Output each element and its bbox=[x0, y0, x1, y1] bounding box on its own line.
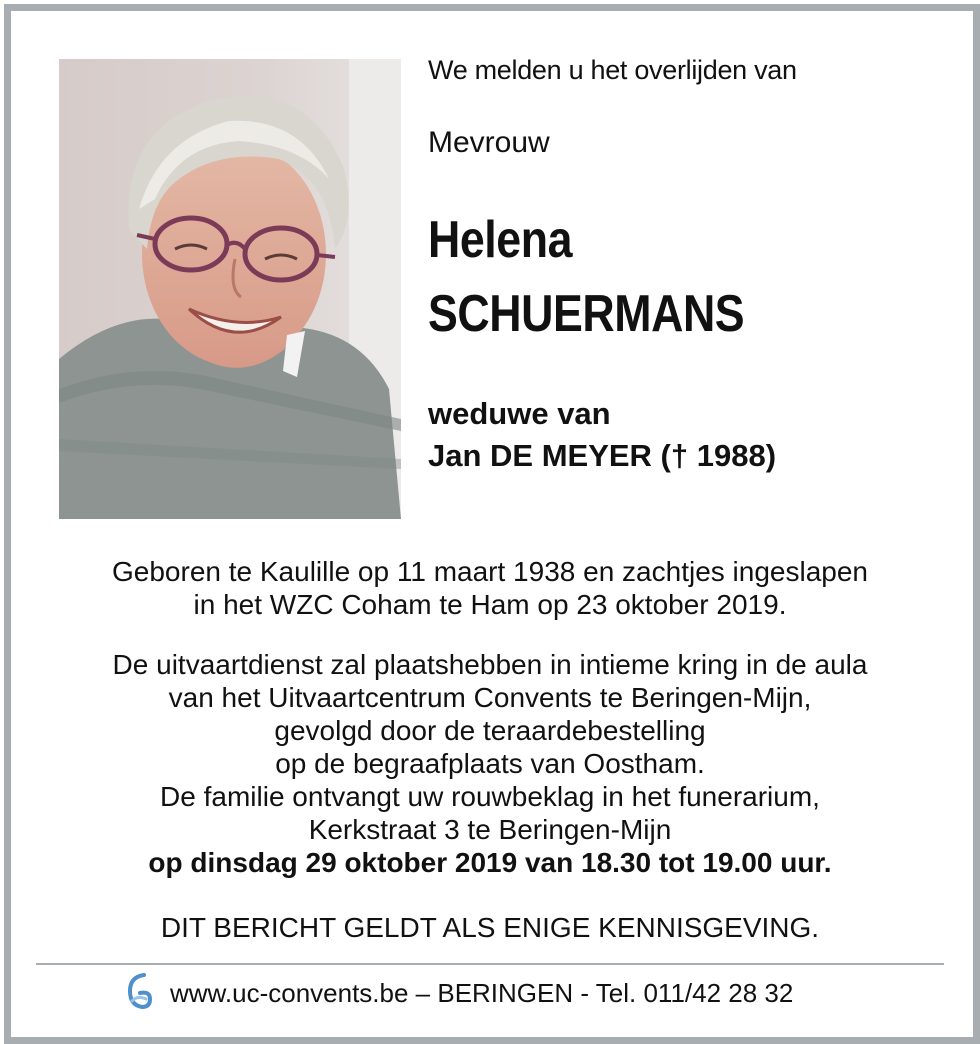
footer-divider bbox=[36, 963, 944, 965]
service-line: De uitvaartdienst zal plaatshebben in intieme kring in de aula bbox=[112, 649, 868, 680]
service-line: gevolgd door de teraardebestelling bbox=[274, 715, 706, 746]
service-paragraph bbox=[20, 648, 960, 879]
visitation-time: op dinsdag 29 oktober 2019 van 18.30 tot 19.00 uur. bbox=[148, 847, 832, 878]
portrait-illustration bbox=[59, 59, 401, 519]
footer bbox=[124, 970, 884, 1016]
honorific: Mevrouw bbox=[428, 126, 550, 159]
deceased-last-name: SCHUERMANS bbox=[428, 285, 745, 343]
birth-line: in het WZC Coham te Ham op 23 oktober 2019. bbox=[193, 589, 787, 620]
service-line: De familie ontvangt uw rouwbeklag in het funerarium, bbox=[160, 781, 820, 812]
service-line: op de begraafplaats van Oostham. bbox=[275, 748, 705, 779]
birth-paragraph bbox=[20, 555, 960, 621]
spouse-name: Jan DE MEYER († 1988) bbox=[428, 438, 777, 473]
notice-text: DIT BERICHT GELDT ALS ENIGE KENNISGEVING. bbox=[160, 912, 820, 943]
funeral-home-logo-icon bbox=[124, 971, 154, 1016]
birth-line: Geboren te Kaulille op 11 maart 1938 en zachtjes ingeslapen bbox=[112, 556, 868, 587]
contact-line: www.uc-convents.be – BERINGEN - Tel. 011/42 28 32 bbox=[170, 977, 794, 1008]
widow-label: weduwe van bbox=[428, 396, 611, 431]
portrait-photo bbox=[59, 59, 401, 519]
service-line: Kerkstraat 3 te Beringen-Mijn bbox=[308, 814, 672, 845]
deceased-first-name: Helena bbox=[428, 211, 573, 269]
service-line: van het Uitvaartcentrum Convents te Beringen-Mijn, bbox=[168, 682, 812, 713]
intro-text: We melden u het overlijden van bbox=[428, 55, 797, 85]
